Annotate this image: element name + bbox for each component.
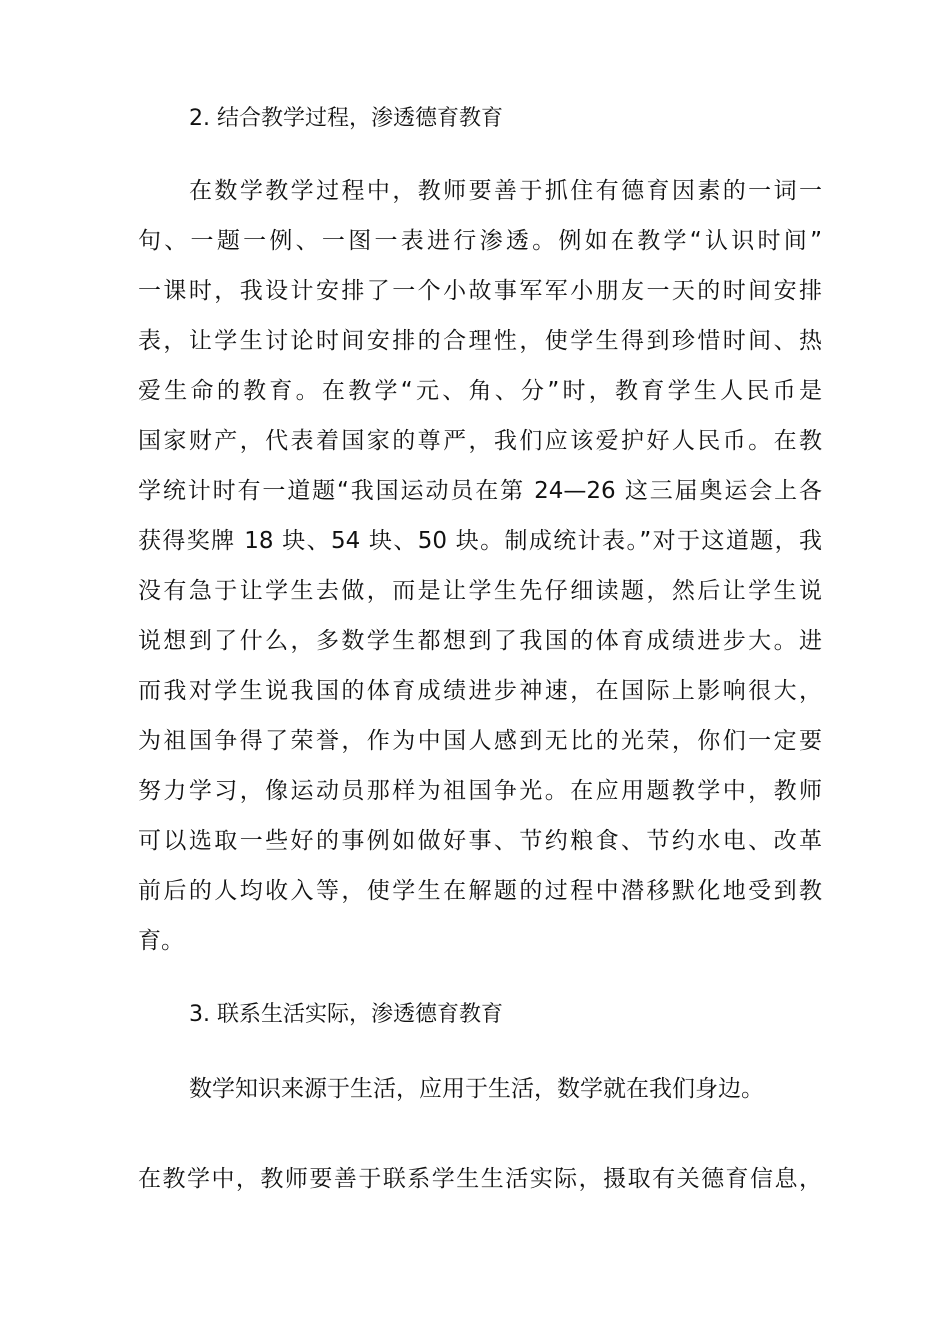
paragraph-line: 爱生命的教育。在教学“元、角、分”时，教育学生人民币是 [138, 378, 822, 404]
paragraph-line: 可以选取一些好的事例如做好事、节约粮食、节约水电、改革 [138, 828, 822, 854]
paragraph-line: 国家财产，代表着国家的尊严，我们应该爱护好人民币。在教 [138, 428, 822, 454]
paragraph-line: 为祖国争得了荣誉，作为中国人感到无比的光荣，你们一定要 [138, 728, 822, 754]
paragraph-line: 没有急于让学生去做，而是让学生先仔细读题，然后让学生说 [138, 578, 822, 604]
section-3-continuation: 在教学中，教师要善于联系学生生活实际，摄取有关德育信息， [138, 1166, 822, 1192]
paragraph-line: 说想到了什么，多数学生都想到了我国的体育成绩进步大。进 [138, 628, 822, 654]
paragraph-line: 句、一题一例、一图一表进行渗透。例如在教学“认识时间” [138, 228, 822, 254]
paragraph-line: 努力学习，像运动员那样为祖国争光。在应用题教学中，教师 [138, 778, 822, 804]
paragraph-line: 获得奖牌 18 块、54 块、50 块。制成统计表。”对于这道题，我 [138, 528, 822, 554]
section-3-intro: 数学知识来源于生活，应用于生活，数学就在我们身边。 [189, 1076, 764, 1102]
paragraph-line: 前后的人均收入等，使学生在解题的过程中潜移默化地受到教 [138, 878, 822, 904]
section-2-heading: 2. 结合教学过程，渗透德育教育 [189, 106, 503, 131]
paragraph-line: 一课时，我设计安排了一个小故事军军小朋友一天的时间安排 [138, 278, 822, 304]
paragraph-line: 而我对学生说我国的体育成绩进步神速，在国际上影响很大， [138, 678, 822, 704]
paragraph-line: 育。 [138, 928, 184, 954]
paragraph-line: 表，让学生讨论时间安排的合理性，使学生得到珍惜时间、热 [138, 328, 822, 354]
paragraph-line: 在数学教学过程中，教师要善于抓住有德育因素的一词一 [189, 178, 822, 204]
section-3-heading: 3. 联系生活实际，渗透德育教育 [189, 1002, 503, 1027]
paragraph-line: 学统计时有一道题“我国运动员在第 24—26 这三届奥运会上各 [138, 478, 822, 504]
